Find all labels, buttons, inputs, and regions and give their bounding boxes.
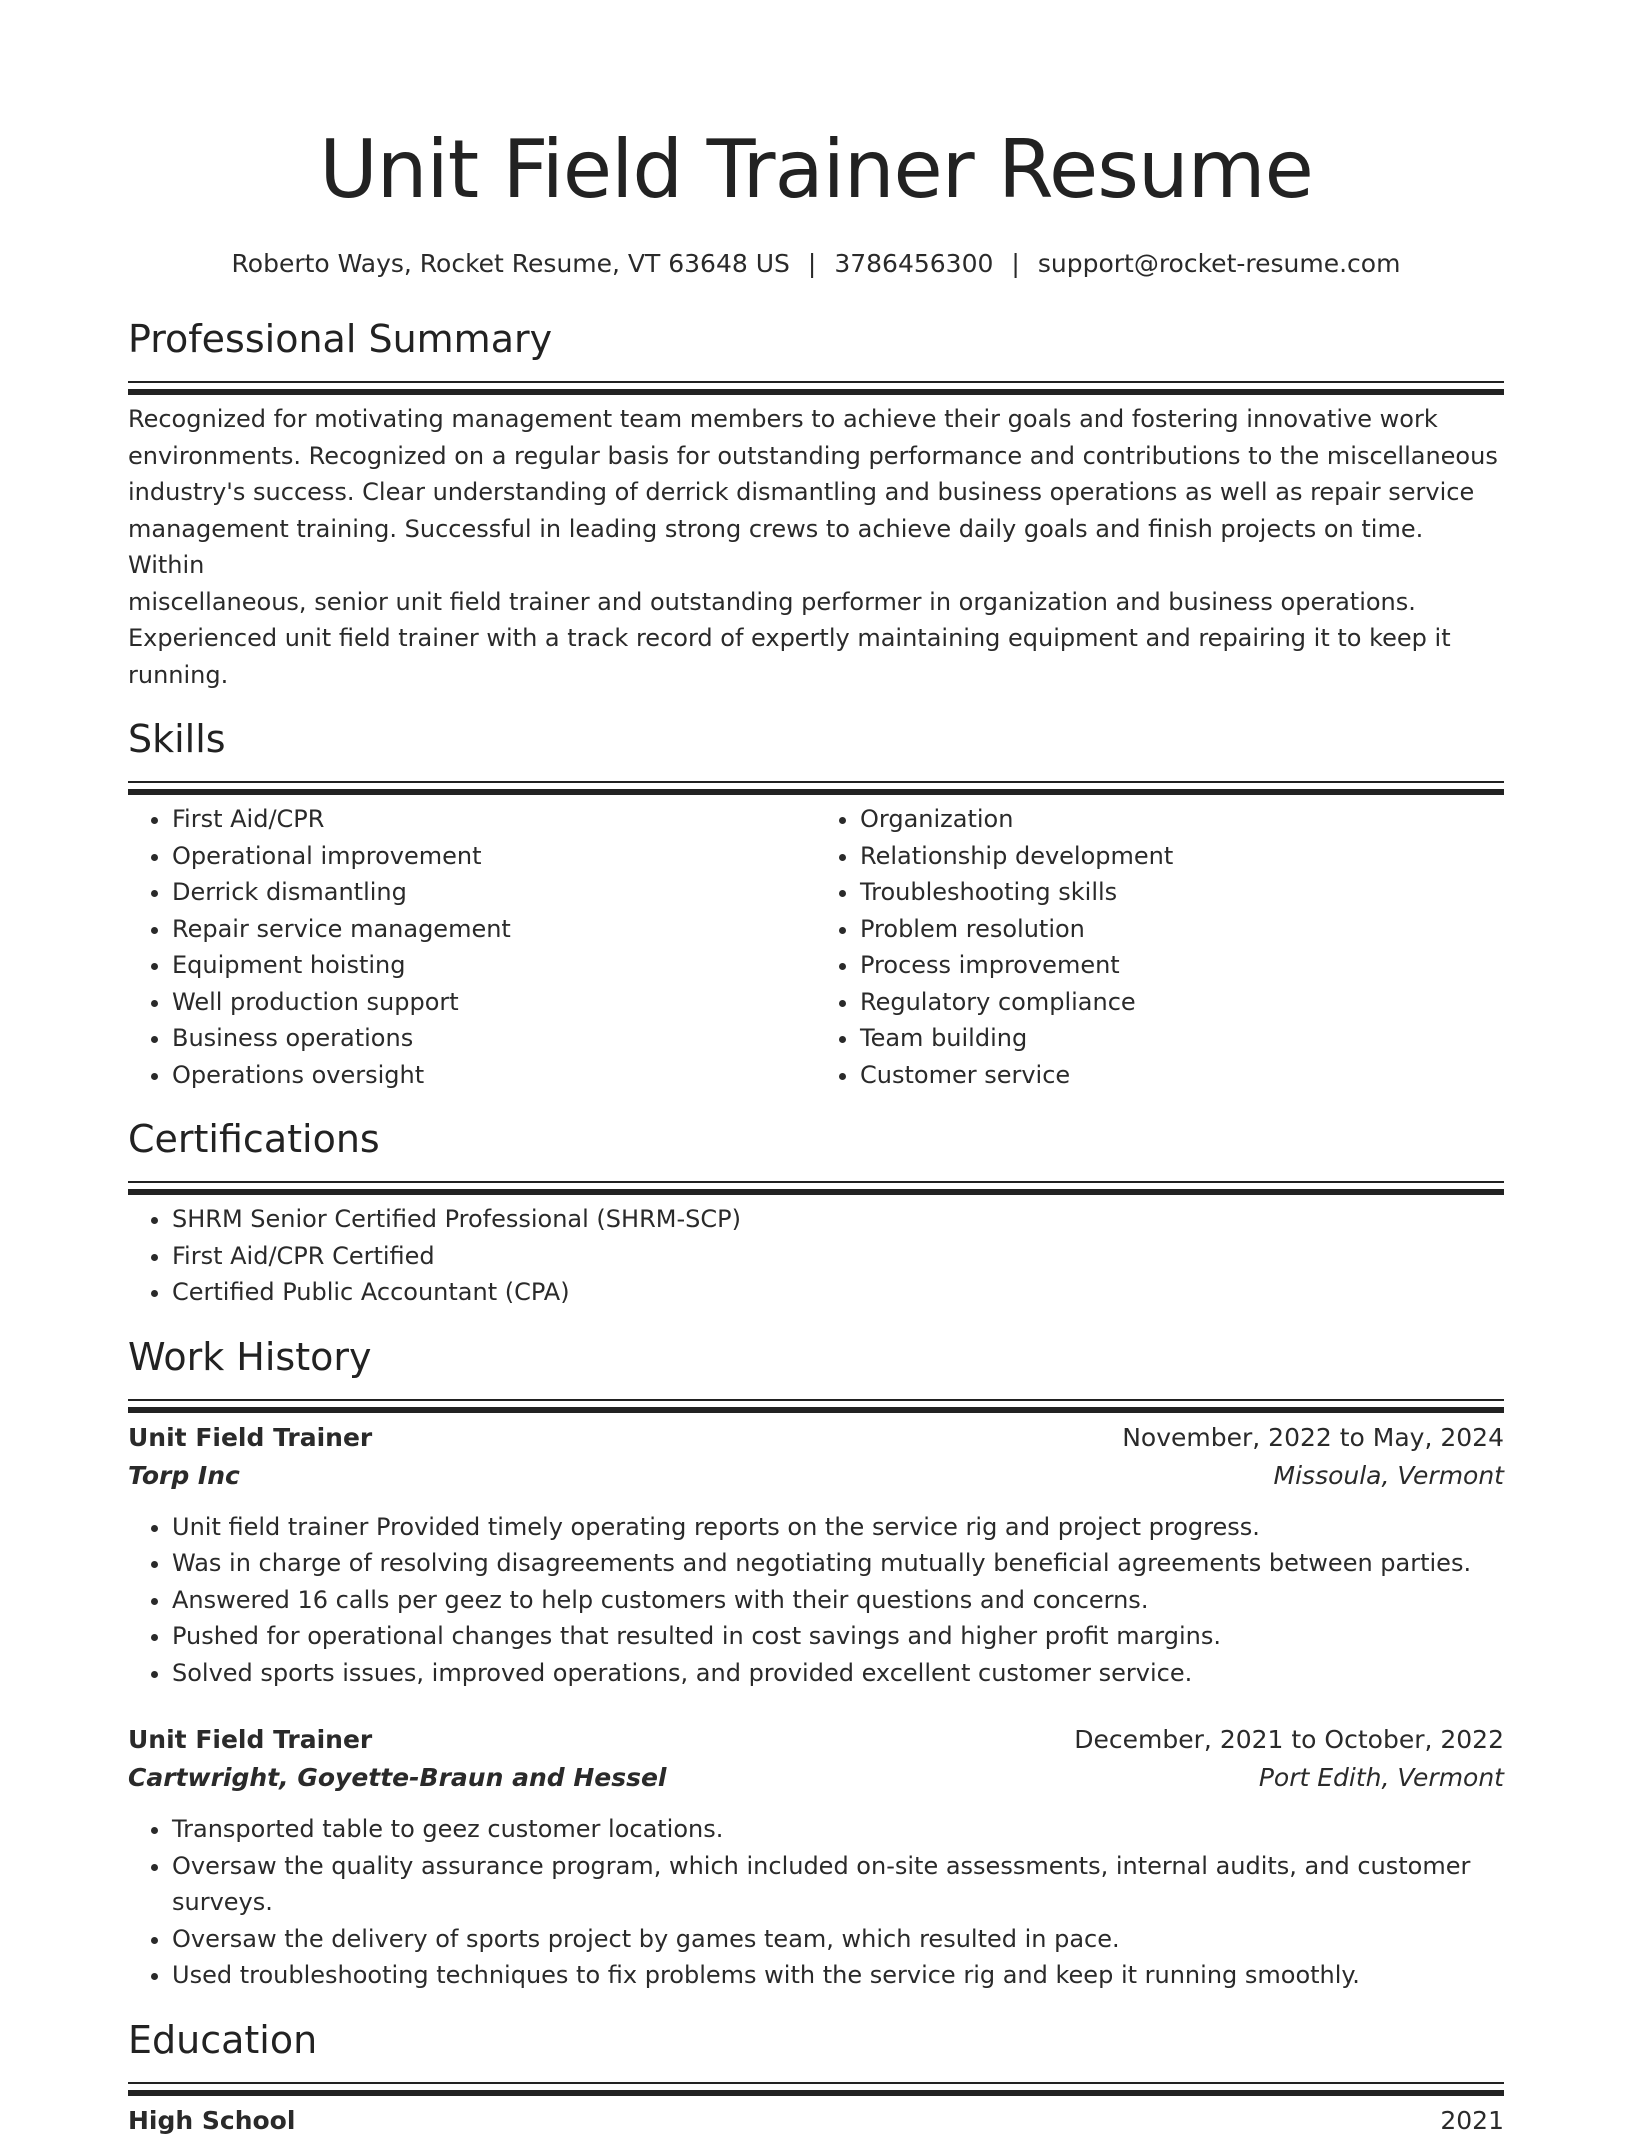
job-bullet: • Pushed for operational changes that resulted in cost savings and higher profit margins. bbox=[172, 1618, 1504, 1655]
resume-title: Unit Field Trainer Resume bbox=[319, 123, 1313, 216]
job-bullets bbox=[128, 1509, 1504, 1692]
skill-item: • First Aid/CPR bbox=[172, 801, 816, 838]
summary-text bbox=[128, 401, 1504, 693]
job-bullets bbox=[128, 1811, 1504, 1994]
skill-item: • Operations oversight bbox=[172, 1057, 816, 1094]
skill-item: • Business operations bbox=[172, 1020, 816, 1057]
skill-item: • Troubleshooting skills bbox=[860, 874, 1504, 911]
job-company: Cartwright, Goyette-Braun and Hessel bbox=[128, 1763, 667, 1792]
skill-item: • Organization bbox=[860, 801, 1504, 838]
job-bullet: • Oversaw the quality assurance program, which included on-site assessments, internal audits, and customer surveys. bbox=[172, 1848, 1504, 1921]
job-dates: December, 2021 to October, 2022 bbox=[1074, 1725, 1504, 1754]
contact-address: Roberto Ways, Rocket Resume, VT 63648 US bbox=[231, 249, 790, 278]
skill-item: • Operational improvement bbox=[172, 838, 816, 875]
summary-line: environments. Recognized on a regular basis for outstanding performance and contributions to the miscellaneous bbox=[128, 441, 1498, 470]
job-title: Unit Field Trainer bbox=[128, 1422, 373, 1452]
work-history-heading: Work History bbox=[128, 1334, 372, 1379]
job-entry bbox=[128, 1419, 1504, 1692]
contact-email: support@rocket-resume.com bbox=[1037, 249, 1401, 278]
certification-item: • First Aid/CPR Certified bbox=[172, 1238, 1504, 1275]
summary-line: miscellaneous, senior unit field trainer and outstanding performer in organization and business operations. bbox=[128, 587, 1416, 616]
job-location: Missoula, Vermont bbox=[1273, 1460, 1504, 1490]
summary-line: management training. Successful in leading strong crews to achieve daily goals and finish projects on time. Within bbox=[128, 514, 1424, 579]
job-bullet: • Was in charge of resolving disagreements and negotiating mutually beneficial agreements between parties. bbox=[172, 1545, 1504, 1582]
section-divider bbox=[128, 1181, 1504, 1183]
certifications-list bbox=[128, 1201, 1504, 1311]
certifications-section bbox=[128, 1115, 1504, 1311]
skill-item: • Equipment hoisting bbox=[172, 947, 816, 984]
contact-separator: | bbox=[1011, 249, 1020, 278]
contact-line bbox=[128, 245, 1504, 283]
skills-heading: Skills bbox=[128, 717, 226, 761]
skill-item: • Team building bbox=[860, 1020, 1504, 1057]
section-divider bbox=[128, 381, 1504, 383]
section-divider bbox=[128, 1399, 1504, 1401]
job-location: Port Edith, Vermont bbox=[1258, 1763, 1504, 1792]
skill-item: • Well production support bbox=[172, 984, 816, 1021]
skill-item: • Relationship development bbox=[860, 838, 1504, 875]
work-history-section bbox=[128, 1333, 1504, 1994]
section-divider bbox=[128, 781, 1504, 783]
certification-item: • Certified Public Accountant (CPA) bbox=[172, 1274, 1504, 1311]
job-bullet: • Answered 16 calls per geez to help customers with their questions and concerns. bbox=[172, 1582, 1504, 1619]
skills-section bbox=[128, 715, 1504, 1093]
skill-item: • Derrick dismantling bbox=[172, 874, 816, 911]
skills-list-right bbox=[816, 801, 1504, 1093]
education-heading: Education bbox=[128, 2017, 318, 2062]
certification-item: • SHRM Senior Certified Professional (SHRM-SCP) bbox=[172, 1201, 1504, 1238]
section-divider bbox=[128, 2082, 1504, 2084]
job-entry bbox=[128, 1721, 1504, 1994]
education-year: 2021 bbox=[1440, 2105, 1504, 2135]
job-title: Unit Field Trainer bbox=[128, 1725, 373, 1754]
education-section bbox=[128, 2016, 1504, 2140]
skill-item: • Problem resolution bbox=[860, 911, 1504, 948]
summary-section bbox=[128, 315, 1504, 693]
skill-item: • Customer service bbox=[860, 1057, 1504, 1094]
job-bullet: • Transported table to geez customer locations. bbox=[172, 1811, 1504, 1848]
skills-columns bbox=[128, 801, 1504, 1093]
certifications-heading: Certifications bbox=[128, 1117, 380, 1161]
summary-line: Experienced unit field trainer with a track record of expertly maintaining equipment and repairing it to keep it running. bbox=[128, 624, 1451, 689]
skill-item: • Repair service management bbox=[172, 911, 816, 948]
skill-item: • Process improvement bbox=[860, 947, 1504, 984]
summary-line: Recognized for motivating management team members to achieve their goals and fostering innovative work bbox=[128, 405, 1438, 433]
summary-heading: Professional Summary bbox=[128, 317, 553, 361]
job-company: Torp Inc bbox=[128, 1460, 240, 1490]
contact-phone: 3786456300 bbox=[834, 249, 994, 278]
job-dates: November, 2022 to May, 2024 bbox=[1122, 1422, 1504, 1452]
skills-list-left bbox=[128, 801, 816, 1093]
summary-line: industry's success. Clear understanding of derrick dismantling and business operations as well as repair service bbox=[128, 478, 1475, 506]
contact-separator: | bbox=[807, 249, 817, 278]
education-school: High School bbox=[128, 2105, 296, 2135]
job-bullet: • Unit field trainer Provided timely operating reports on the service rig and project progress. bbox=[172, 1509, 1504, 1546]
job-bullet: • Oversaw the delivery of sports project by games team, which resulted in pace. bbox=[172, 1921, 1504, 1958]
skill-item: • Regulatory compliance bbox=[860, 984, 1504, 1021]
job-bullet: • Solved sports issues, improved operations, and provided excellent customer service. bbox=[172, 1655, 1504, 1692]
job-bullet: • Used troubleshooting techniques to fix problems with the service rig and keep it running smoothly. bbox=[172, 1957, 1504, 1994]
